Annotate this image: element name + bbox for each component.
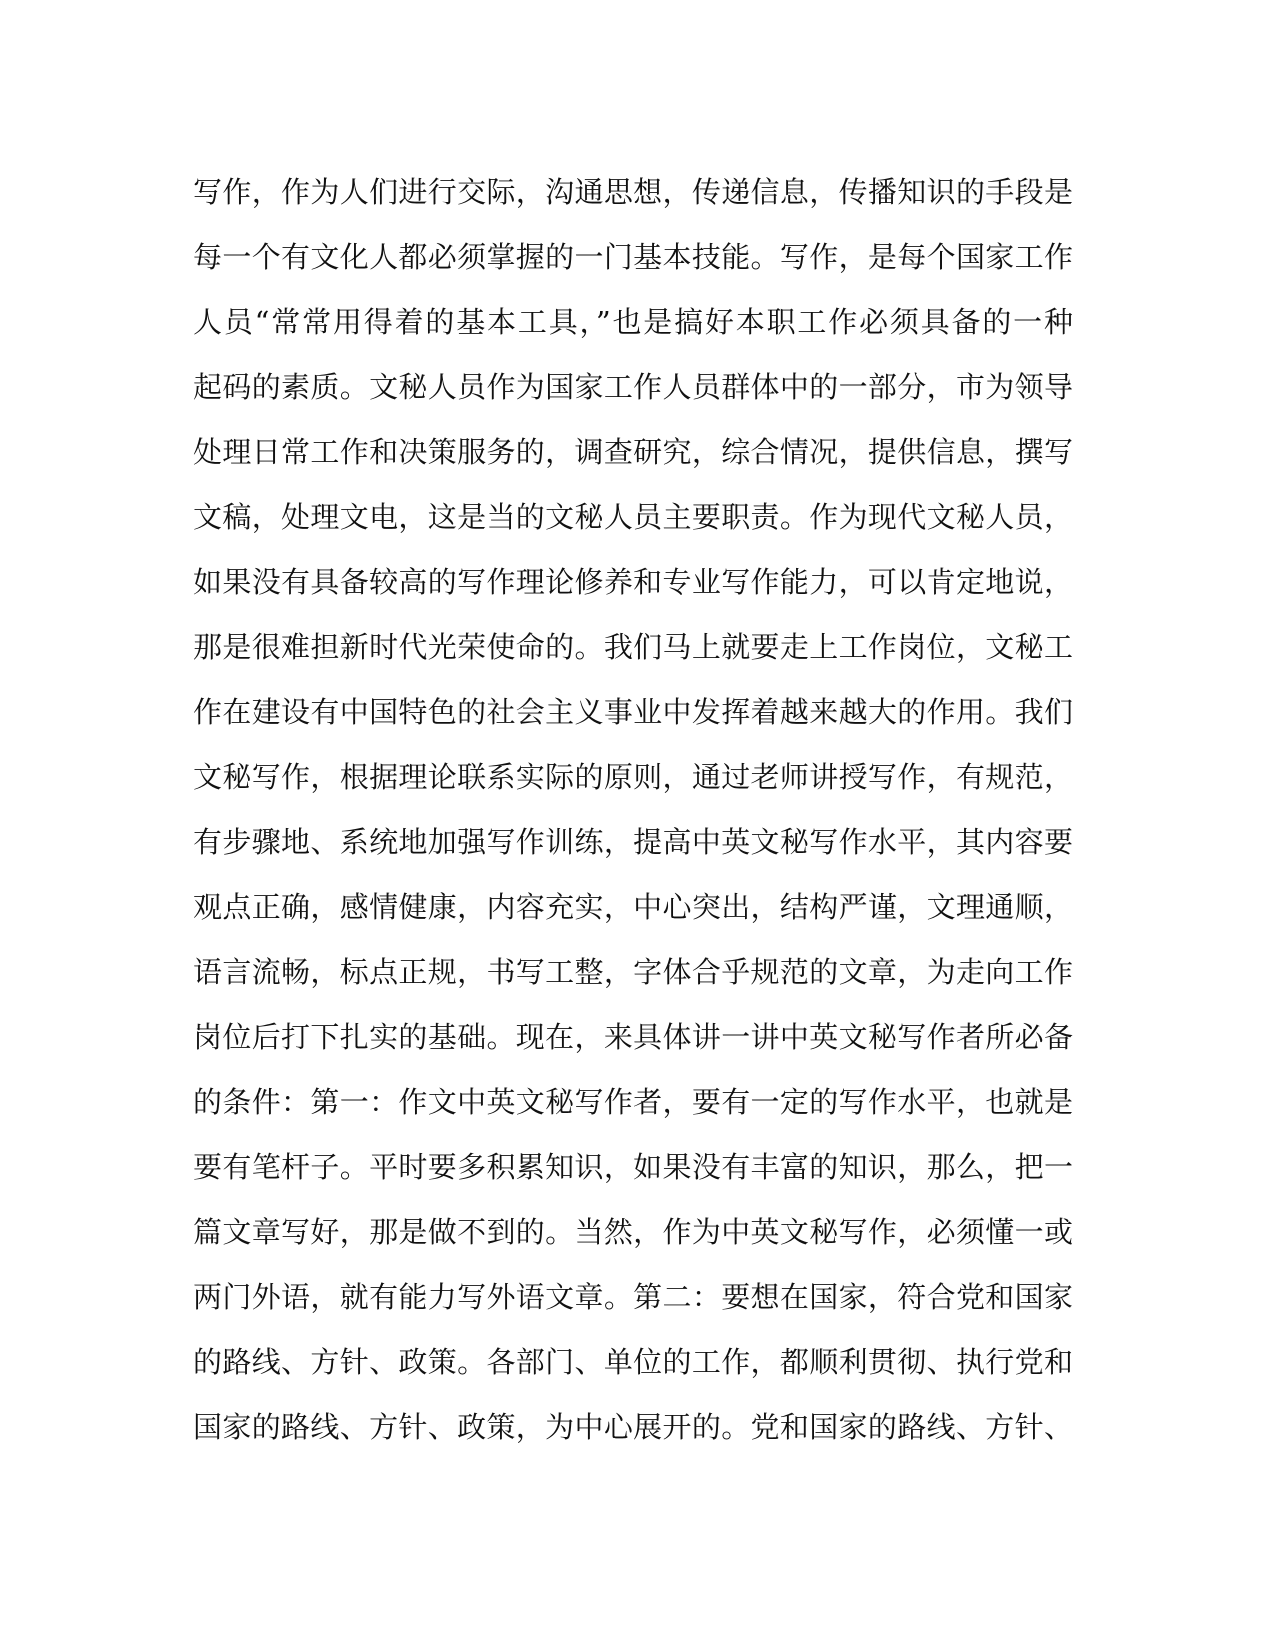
- text-line: 的条件：第一：作文中英文秘写作者，要有一定的写作水平，也就是: [193, 1085, 1073, 1119]
- text-line: 篇文章写好，那是做不到的。当然，作为中英文秘写作，必须懂一或: [193, 1215, 1073, 1249]
- text-line: 国家的路线、方针、政策，为中心展开的。党和国家的路线、方针、: [193, 1410, 1073, 1444]
- text-line: 的路线、方针、政策。各部门、单位的工作，都顺利贯彻、执行党和: [193, 1345, 1073, 1379]
- text-line: 文秘写作，根据理论联系实际的原则，通过老师讲授写作，有规范，: [193, 760, 1073, 794]
- text-line: 有步骤地、系统地加强写作训练，提高中英文秘写作水平，其内容要: [193, 825, 1073, 859]
- text-line: 如果没有具备较高的写作理论修养和专业写作能力，可以肯定地说，: [193, 565, 1073, 599]
- text-line: 每一个有文化人都必须掌握的一门基本技能。写作，是每个国家工作: [193, 240, 1073, 274]
- body-paragraph: [193, 160, 1073, 1460]
- text-line: 人员“常常用得着的基本工具，”也是搞好本职工作必须具备的一种: [193, 305, 1073, 339]
- text-line: 那是很难担新时代光荣使命的。我们马上就要走上工作岗位，文秘工: [193, 630, 1073, 664]
- text-line: 两门外语，就有能力写外语文章。第二：要想在国家，符合党和国家: [193, 1280, 1073, 1314]
- text-line: 文稿，处理文电，这是当的文秘人员主要职责。作为现代文秘人员，: [193, 500, 1073, 534]
- text-line: 作在建设有中国特色的社会主义事业中发挥着越来越大的作用。我们: [193, 695, 1073, 729]
- text-line: 观点正确，感情健康，内容充实，中心突出，结构严谨，文理通顺，: [193, 890, 1073, 924]
- text-line: 要有笔杆子。平时要多积累知识，如果没有丰富的知识，那么，把一: [193, 1150, 1073, 1184]
- text-line: 起码的素质。文秘人员作为国家工作人员群体中的一部分，市为领导: [193, 370, 1073, 404]
- text-line: 语言流畅，标点正规，书写工整，字体合乎规范的文章，为走向工作: [193, 955, 1073, 989]
- text-line: 岗位后打下扎实的基础。现在，来具体讲一讲中英文秘写作者所必备: [193, 1020, 1073, 1054]
- text-line: 处理日常工作和决策服务的，调查研究，综合情况，提供信息，撰写: [193, 435, 1073, 469]
- text-line: 写作，作为人们进行交际，沟通思想，传递信息，传播知识的手段是: [193, 175, 1073, 209]
